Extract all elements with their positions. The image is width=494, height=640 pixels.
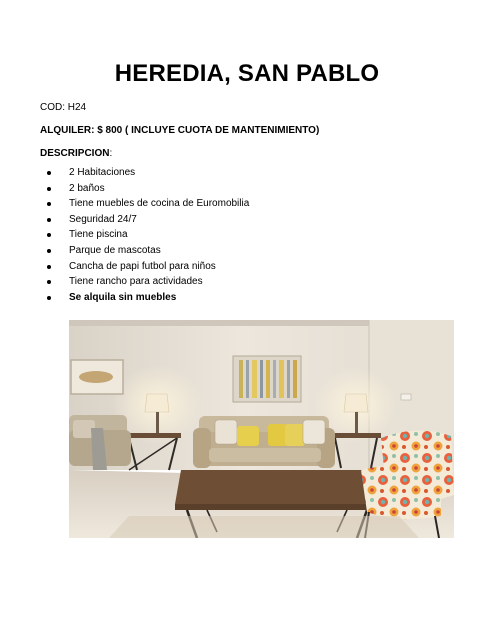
feature-item: Cancha de papi futbol para niños [40,259,249,275]
feature-item: Tiene rancho para actividades [40,274,249,290]
living-room-photo [69,320,454,538]
property-code: COD: H24 [40,102,87,113]
description-colon: : [109,148,113,159]
feature-list [40,165,249,305]
feature-item: Tiene piscina [40,227,249,243]
description-label: DESCRIPCION [40,148,110,159]
feature-item: 2 Habitaciones [40,165,249,181]
feature-item: 2 baños [40,181,249,197]
feature-item: Tiene muebles de cocina de Euromobilia [40,196,249,212]
feature-item: Seguridad 24/7 [40,212,249,228]
feature-item-unfurnished: Se alquila sin muebles [40,290,249,306]
rent-price: ALQUILER: $ 800 ( INCLUYE CUOTA DE MANTENIMIENTO) [40,125,320,136]
feature-item: Parque de mascotas [40,243,249,259]
page-title: HEREDIA, SAN PABLO [114,60,380,87]
description-heading [40,148,112,159]
